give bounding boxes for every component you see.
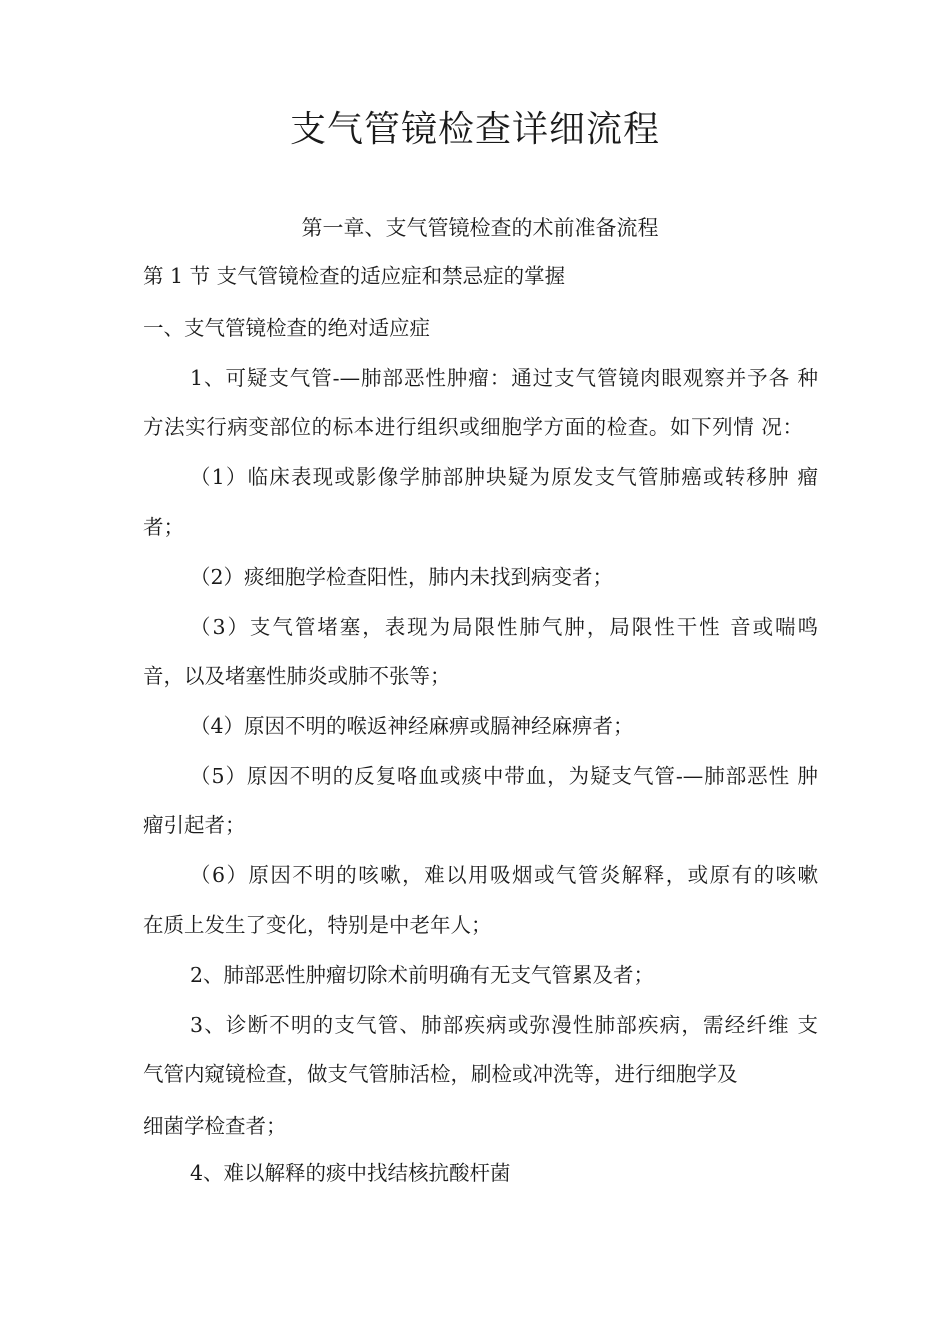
sub5-line2: 瘤引起者； (143, 813, 246, 837)
sub4-line: （4）原因不明的喉返神经麻痹或膈神经麻痹者； (190, 714, 634, 738)
sub1-line1: （1）临床表现或影像学肺部肿块疑为原发支气管肺癌或转移肿 瘤 (190, 465, 818, 489)
item2-line: 2、肺部恶性肿瘤切除术前明确有无支气管累及者； (190, 963, 655, 987)
subsection-heading: 一、支气管镜检查的绝对适应症 (143, 316, 430, 340)
item1-line1: 1、可疑支气管-—肺部恶性肿瘤：通过支气管镜肉眼观察并予各 种 (190, 366, 818, 390)
sub6-line2: 在质上发生了变化，特别是中老年人； (143, 913, 492, 937)
item3-line1: 3、诊断不明的支气管、肺部疾病或弥漫性肺部疾病，需经纤维 支 (190, 1013, 818, 1037)
sub6-line1: （6）原因不明的咳嗽，难以用吸烟或气管炎解释，或原有的咳嗽 (190, 863, 818, 887)
section-heading: 第 1 节 支气管镜检查的适应症和禁忌症的掌握 (143, 264, 566, 288)
document-title: 支气管镜检查详细流程 (289, 109, 660, 150)
chapter-heading: 第一章、支气管镜检查的术前准备流程 (301, 216, 659, 240)
item4-line: 4、难以解释的痰中找结核抗酸杆菌 (190, 1161, 511, 1185)
item1-line2: 方法实行病变部位的标本进行组织或细胞学方面的检查。如下列情 况： (143, 415, 803, 439)
sub3-line1: （3）支气管堵塞，表现为局限性肺气肿，局限性干性 音或喘鸣 (190, 615, 818, 639)
sub5-line1: （5）原因不明的反复咯血或痰中带血，为疑支气管-—肺部恶性 肿 (190, 764, 818, 788)
sub1-line2: 者； (143, 515, 184, 539)
sub2-line: （2）痰细胞学检查阳性，肺内未找到病变者； (190, 565, 614, 589)
sub3-line2: 音，以及堵塞性肺炎或肺不张等； (143, 664, 451, 688)
item3-line3: 细菌学检查者； (143, 1114, 287, 1138)
item3-line2: 气管内窥镜检查，做支气管肺活检，刷检或冲洗等，进行细胞学及 (143, 1062, 738, 1086)
